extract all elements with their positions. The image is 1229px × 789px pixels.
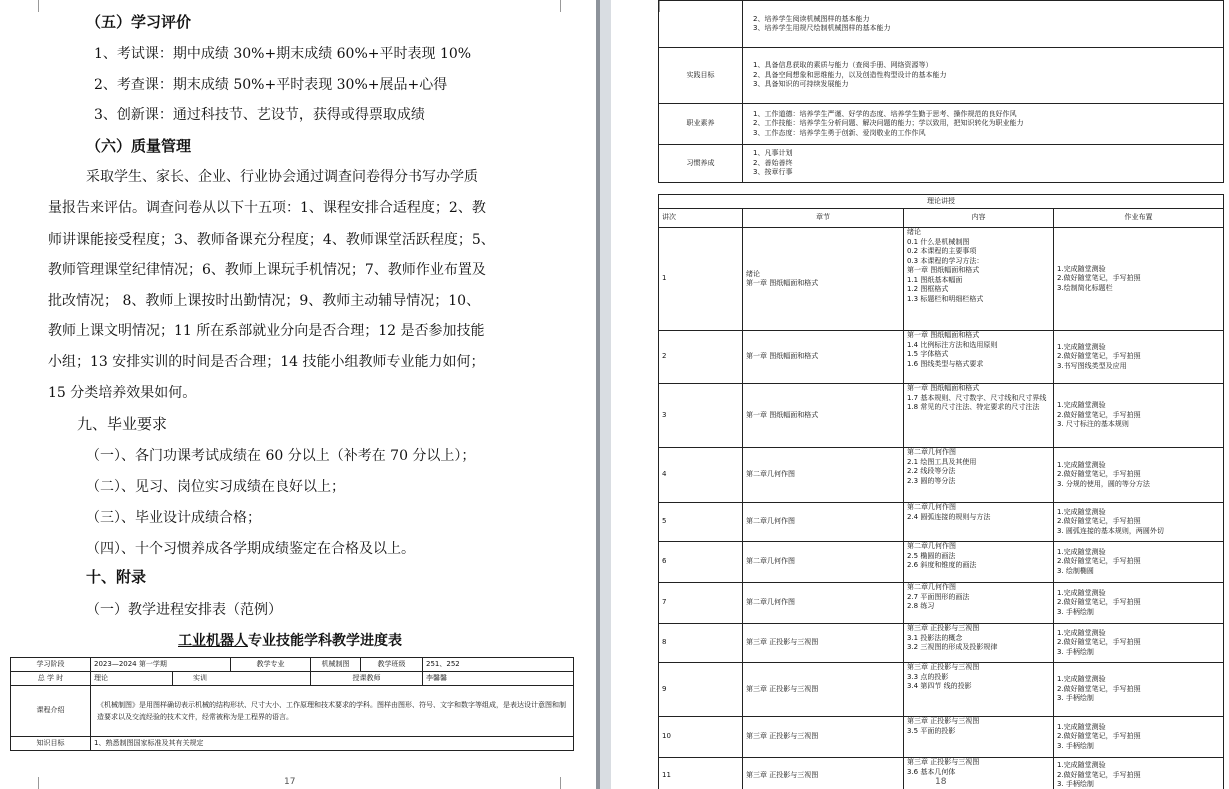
homework-line: 3. 手柄绘制 <box>1057 694 1094 703</box>
homework-line: 2.做好随堂笔记，手写拍照 <box>1057 770 1141 779</box>
row-content <box>743 104 1224 145</box>
content-line: 第二章几何作图 <box>907 503 956 511</box>
homework-line: 2.做好随堂笔记，手写拍照 <box>1057 517 1141 526</box>
column-header: 内容 <box>904 209 1054 228</box>
content-cell <box>904 583 1054 624</box>
crop-mark <box>560 777 573 789</box>
lecture-number: 5 <box>659 503 743 542</box>
table-cell: 理论 <box>91 672 173 686</box>
homework-line: 1.完成随堂测验 <box>1057 401 1106 410</box>
content-cell <box>904 448 1054 503</box>
lecture-number: 4 <box>659 448 743 503</box>
content-line: 3、具备知识的可持续发展能力 <box>753 80 849 89</box>
content-cell <box>904 228 1054 331</box>
table-cell: 知识目标 <box>11 737 91 751</box>
homework-cell <box>1054 758 1224 789</box>
content-line: 2.5 椭圆的画法 <box>907 551 956 560</box>
homework-line: 2.做好随堂笔记，手写拍照 <box>1057 470 1141 479</box>
homework-line: 1.完成随堂测验 <box>1057 761 1106 770</box>
content-line: 2、善始善终 <box>753 158 793 167</box>
row-label: 实践目标 <box>659 48 743 104</box>
table-row <box>659 624 1224 663</box>
content-line: 1.2 图框格式 <box>907 285 949 293</box>
table-row <box>659 717 1224 758</box>
page-number: 17 <box>284 777 296 787</box>
table-cell: 课程介绍 <box>11 686 91 737</box>
homework-cell <box>1054 624 1224 663</box>
homework-cell <box>1054 448 1224 503</box>
chapter-cell: 绪论 第一章 图纸幅面和格式 <box>743 228 904 331</box>
table-header-row <box>659 209 1224 228</box>
chapter-cell: 第三章 正投影与三视图 <box>743 624 904 663</box>
content-line: 1.8 常见的尺寸注法、特定要求的尺寸注法 <box>907 403 1040 411</box>
content-line: 第三章 正投影与三视图 <box>907 624 980 632</box>
table-row <box>659 331 1224 384</box>
content-line: 第一章 图纸幅面和格式 <box>907 384 980 392</box>
lecture-number: 10 <box>659 717 743 758</box>
content-line: 第一章 图纸幅面和格式 <box>907 331 980 339</box>
table-cell: 教学专业 <box>231 658 311 672</box>
homework-line: 3. 手柄绘制 <box>1057 607 1094 616</box>
content-line: 第三章 正投影与三视图 <box>907 663 980 671</box>
content-line: 2、培养学生阅读机械图样的基本能力 <box>753 14 870 23</box>
row-label: 职业素养 <box>659 104 743 145</box>
homework-line: 3. 绘制椭圆 <box>1057 566 1094 575</box>
chapter-heading: 九、毕业要求 <box>77 415 168 433</box>
homework-line: 1.完成随堂测验 <box>1057 722 1106 731</box>
paragraph-line: 2、考查课：期末成绩 50%+平时表现 30%+展品+心得 <box>94 77 448 93</box>
table-row <box>659 195 1224 209</box>
content-line: 第二章几何作图 <box>907 542 956 550</box>
column-header: 章节 <box>743 209 904 228</box>
homework-line: 1.完成随堂测验 <box>1057 675 1106 684</box>
table-row <box>11 672 574 686</box>
requirement-line: （四）、十个习惯养成各学期成绩鉴定在合格及以上。 <box>86 541 415 557</box>
homework-cell <box>1054 331 1224 384</box>
content-line: 3、培养学生用规尺绘制机械图样的基本能力 <box>753 24 891 32</box>
schedule-table <box>658 194 1224 789</box>
chapter-cell: 第二章几何作图 <box>743 542 904 583</box>
content-cell <box>904 331 1054 384</box>
document-page-18 <box>611 0 1229 789</box>
requirement-line: （三）、毕业设计成绩合格； <box>86 510 261 526</box>
table-row <box>659 145 1224 183</box>
column-header: 作业布置 <box>1054 209 1224 228</box>
lecture-number: 6 <box>659 542 743 583</box>
paragraph-line: 小组；13 安排实训的时间是否合理；14 技能小组教师专业能力如何； <box>48 354 485 370</box>
table-row <box>659 384 1224 448</box>
crop-mark <box>26 0 39 12</box>
requirement-line: （二）、见习、岗位实习成绩在良好以上； <box>86 479 345 495</box>
content-cell <box>904 384 1054 448</box>
section-heading: （六）质量管理 <box>86 137 192 155</box>
content-cell <box>904 663 1054 717</box>
row-content <box>743 1 1224 48</box>
homework-cell <box>1054 503 1224 542</box>
paragraph-line: 3、创新课：通过科技节、艺设节，获得或得票取成绩 <box>94 107 425 123</box>
homework-line: 1.完成随堂测验 <box>1057 547 1106 556</box>
table-row <box>659 503 1224 542</box>
content-line: 2、工作技能：培养学生分析问题、解决问题的能力；学以致用，把知识转化为职业能力 <box>753 119 1024 128</box>
content-line: 1、具备信息获取的素质与能力（查阅手册、网络资源等） <box>753 61 933 70</box>
content-line: 1、凡事计划 <box>753 149 793 158</box>
chapter-cell: 第二章几何作图 <box>743 448 904 503</box>
homework-line: 3. 尺寸标注的基本规则 <box>1057 420 1129 429</box>
homework-line: 2.做好随堂笔记，手写拍照 <box>1057 684 1141 693</box>
homework-line: 1.完成随堂测验 <box>1057 507 1106 516</box>
table-cell: 总 学 时 <box>11 672 91 686</box>
content-cell <box>904 717 1054 758</box>
content-line: 2.4 圆弧连接的规则与方法 <box>907 512 991 521</box>
lecture-number: 1 <box>659 228 743 331</box>
crop-mark <box>26 777 39 789</box>
content-line: 1.7 基本规则、尺寸数字、尺寸线和尺寸界线 <box>907 393 1047 402</box>
content-line: 2.3 圆的等分法 <box>907 476 956 485</box>
content-line: 2、具备空间想象和思维能力，以及创造性构型设计的基本能力 <box>753 70 947 79</box>
content-line: 第二章几何作图 <box>907 583 956 591</box>
content-line: 2.7 平面图形的画法 <box>907 592 970 601</box>
homework-line: 1.完成随堂测验 <box>1057 342 1106 351</box>
homework-line: 1.完成随堂测验 <box>1057 628 1106 637</box>
content-line: 2.1 绘图工具及其使用 <box>907 457 977 466</box>
homework-line: 2.做好随堂笔记，手写拍照 <box>1057 557 1141 566</box>
paragraph-line: 批改情况； 8、教师上课按时出勤情况；9、教师主动辅导情况；10、 <box>48 293 481 309</box>
table-title-major: 工业机器人 <box>178 633 248 649</box>
homework-line: 3.绘制简化标题栏 <box>1057 283 1113 292</box>
paragraph-line: 师讲课能接受程度；3、教师备课充分程度；4、教师课堂活跃程度；5、 <box>48 232 495 248</box>
content-line: 第三章 正投影与三视图 <box>907 717 980 725</box>
content-cell <box>904 503 1054 542</box>
table-row <box>659 104 1224 145</box>
homework-line: 3. 分规的使用，圆的等分方法 <box>1057 479 1150 488</box>
page-gutter <box>596 0 611 789</box>
content-line: 0.1 什么是机械制图 <box>907 237 970 246</box>
homework-cell <box>1054 228 1224 331</box>
paragraph-line: 1、考试课：期中成绩 30%+期末成绩 60%+平时表现 10% <box>94 46 472 62</box>
content-line: 绪论 <box>907 228 921 236</box>
lecture-number: 2 <box>659 331 743 384</box>
chapter-cell: 第三章 正投影与三视图 <box>743 758 904 789</box>
table-row <box>11 686 574 737</box>
table-row <box>11 658 574 672</box>
homework-line: 2.做好随堂笔记，手写拍照 <box>1057 410 1141 419</box>
table-title-rest: 专业技能学科教学进度表 <box>248 633 402 649</box>
paragraph-line: 15 分类培养效果如何。 <box>48 385 197 401</box>
content-line: 3.4 第四节 线的投影 <box>907 682 972 690</box>
row-content <box>743 145 1224 183</box>
chapter-heading: 十、附录 <box>86 568 147 586</box>
homework-cell <box>1054 542 1224 583</box>
table-cell: 1、熟悉制图国家标准及其有关规定 <box>91 737 574 751</box>
homework-line: 1.完成随堂测验 <box>1057 264 1106 273</box>
homework-line: 3. 手柄绘制 <box>1057 780 1094 789</box>
homework-cell <box>1054 717 1224 758</box>
paragraph-line: 量报告来评估。调查问卷从以下十五项：1、课程安排合适程度；2、教 <box>48 200 486 216</box>
paragraph-line: 采取学生、家长、企业、行业协会通过调查问卷得分书写办学质 <box>86 169 478 185</box>
content-line: 1、工作道德：培养学生严谨、好学的态度、培养学生勤于思考、操作规范的良好作风 <box>753 109 1017 118</box>
content-cell <box>904 542 1054 583</box>
table-row <box>659 48 1224 104</box>
body-text <box>48 0 588 620</box>
paragraph-line: 教师上课文明情况；11 所在系部就业分向是否合理；12 是否参加技能 <box>48 323 485 339</box>
row-content <box>743 48 1224 104</box>
homework-line: 2.做好随堂笔记，手写拍照 <box>1057 352 1141 361</box>
homework-cell <box>1054 663 1224 717</box>
chapter-cell: 第一章 图纸幅面和格式 <box>743 384 904 448</box>
lecture-number: 11 <box>659 758 743 789</box>
content-line: 第三章 正投影与三视图 <box>907 758 980 766</box>
page-number: 18 <box>935 777 947 787</box>
table-cell: 学习阶段 <box>11 658 91 672</box>
table-cell: 2023—2024 第一学期 <box>91 658 231 672</box>
content-line: 1.3 标题栏和明细栏格式 <box>907 294 984 303</box>
content-line: 第二章几何作图 <box>907 448 956 456</box>
homework-line: 3. 手柄绘制 <box>1057 647 1094 656</box>
homework-line: 1.完成随堂测验 <box>1057 460 1106 469</box>
chapter-cell: 第二章几何作图 <box>743 503 904 542</box>
content-line: 3.2 三视图的形成及投影规律 <box>907 643 998 651</box>
table-row <box>659 1 1224 48</box>
homework-cell <box>1054 384 1224 448</box>
content-line: 1.6 图线类型与格式要求 <box>907 359 984 368</box>
chapter-cell: 第一章 图纸幅面和格式 <box>743 331 904 384</box>
section-label: 理论讲授 <box>659 195 1224 209</box>
homework-line: 1.完成随堂测验 <box>1057 588 1106 597</box>
section-heading: （五）学习评价 <box>86 13 192 31</box>
table-row <box>659 448 1224 503</box>
table-cell: 授课教师 <box>311 672 423 686</box>
chapter-cell: 第三章 正投影与三视图 <box>743 663 904 717</box>
gutter-shadow <box>596 0 600 789</box>
chapter-cell: 第三章 正投影与三视图 <box>743 717 904 758</box>
row-label: 习惯养成 <box>659 145 743 183</box>
content-line: 3、工作态度：培养学生勇于创新、爱岗敬业的工作作风 <box>753 128 926 137</box>
content-line: 3.1 投影法的概念 <box>907 633 963 642</box>
course-info-table <box>10 657 574 751</box>
homework-line: 2.做好随堂笔记，手写拍照 <box>1057 638 1141 647</box>
content-line: 1.4 比例标注方法和选用原则 <box>907 340 998 349</box>
homework-cell <box>1054 583 1224 624</box>
requirement-line: （一）、各门功课考试成绩在 60 分以上（补考在 70 分以上）； <box>86 448 476 464</box>
homework-line: 2.做好随堂笔记，手写拍照 <box>1057 598 1141 607</box>
content-line: 第一章 图纸幅面和格式 <box>907 266 980 274</box>
lecture-number: 7 <box>659 583 743 624</box>
column-header: 讲次 <box>659 209 743 228</box>
table-row <box>659 663 1224 717</box>
table-cell: 教学班级 <box>361 658 423 672</box>
content-line: 1.1 图纸基本幅面 <box>907 275 963 284</box>
appendix-line: （一）教学进程安排表（范例） <box>86 602 282 618</box>
lecture-number: 9 <box>659 663 743 717</box>
table-row <box>11 737 574 751</box>
content-cell <box>904 624 1054 663</box>
content-line: 2.6 斜度和锥度的画法 <box>907 561 977 569</box>
table-row <box>659 228 1224 331</box>
table-cell: 机械制图 <box>311 658 361 672</box>
lecture-number: 8 <box>659 624 743 663</box>
table-row <box>659 542 1224 583</box>
homework-line: 3. 手柄绘制 <box>1057 741 1094 750</box>
chapter-cell: 第二章几何作图 <box>743 583 904 624</box>
homework-line: 2.做好随堂笔记，手写拍照 <box>1057 732 1141 741</box>
content-line: 2.8 练习 <box>907 602 935 610</box>
row-label <box>659 1 743 48</box>
homework-line: 2.做好随堂笔记，手写拍照 <box>1057 274 1141 283</box>
content-line: 0.2 本课程的主要事项 <box>907 247 977 255</box>
objectives-table <box>658 0 1224 183</box>
table-cell: 251、252 <box>423 658 574 672</box>
content-cell <box>904 758 1054 789</box>
content-line: 3.5 平面的投影 <box>907 726 956 735</box>
table-title <box>0 630 580 650</box>
content-line: 0.3 本课程的学习方法： <box>907 256 984 265</box>
homework-line: 3.书写图线类型及应用 <box>1057 361 1127 370</box>
content-line: 3.3 点的投影 <box>907 672 949 681</box>
table-row <box>659 583 1224 624</box>
content-line: 2.2 线段等分法 <box>907 467 956 475</box>
paragraph-line: 教师管理课堂纪律情况；6、教师上课玩手机情况；7、教师作业布置及 <box>48 262 486 278</box>
homework-line: 3. 圆弧连接的基本规则，两圆外切 <box>1057 526 1164 535</box>
table-cell: 实训 <box>173 672 311 686</box>
content-line: 3.6 基本几何体 <box>907 767 956 776</box>
content-line: 1.5 字体格式 <box>907 350 949 358</box>
content-line: 3、按章行事 <box>753 168 793 177</box>
document-page-17 <box>0 0 596 789</box>
lecture-number: 3 <box>659 384 743 448</box>
table-cell: 李馨馨 <box>423 672 574 686</box>
table-cell: 《机械制图》是用图样确切表示机械的结构形状、尺寸大小、工作原理和技术要求的学科。图样由图形、符号、文字和数字等组成，是表达设计意图和制造要求以及交流经验的技术文件，经常被称为是工程界的语言。 <box>91 686 574 737</box>
